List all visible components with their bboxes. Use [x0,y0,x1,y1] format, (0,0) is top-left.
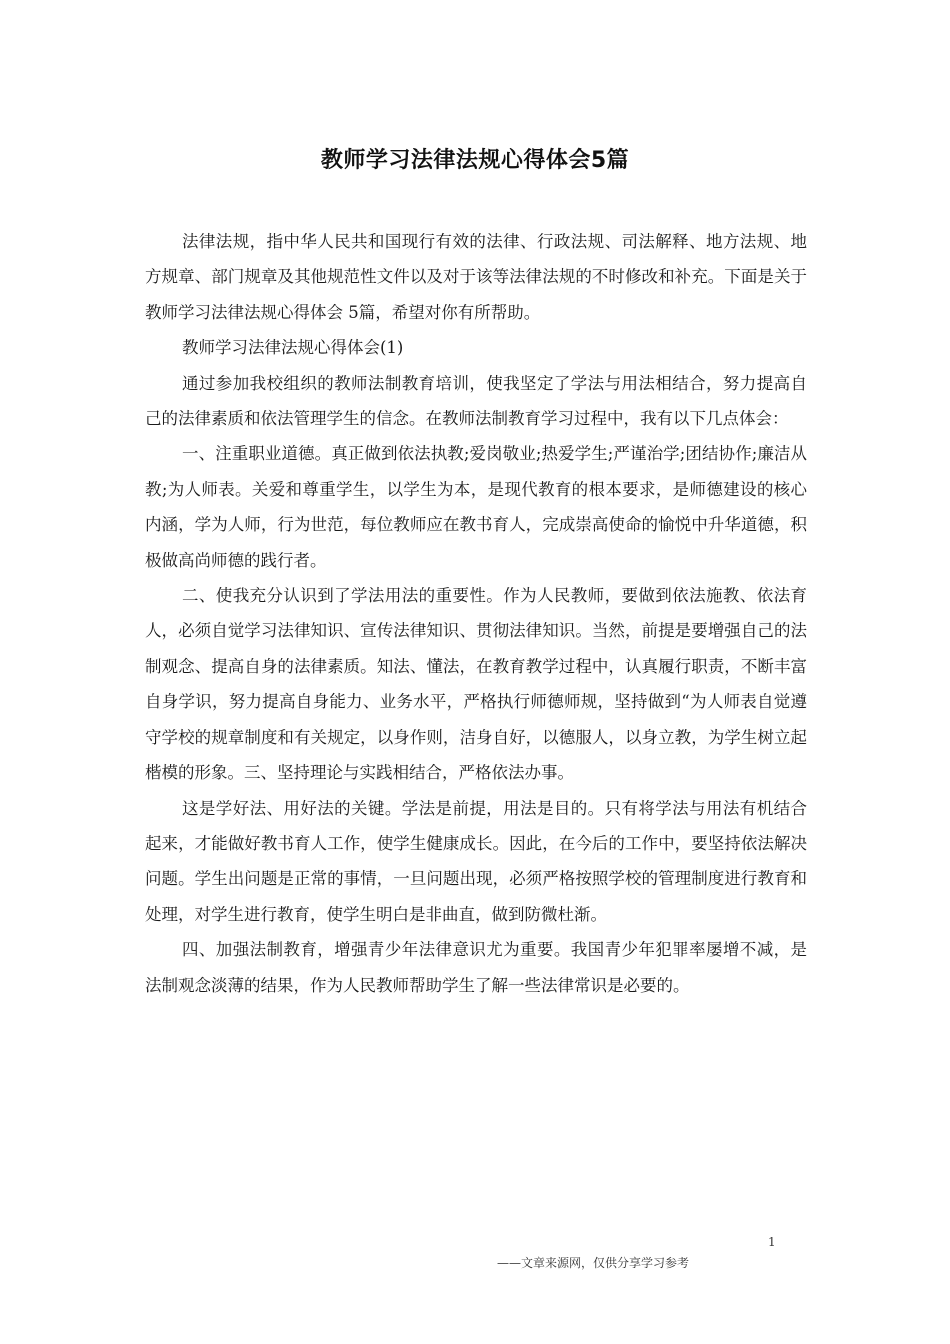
section-heading: 教师学习法律法规心得体会(1) [182,338,404,358]
paragraph: 四、加强法制教育，增强青少年法律意识尤为重要。我国青少年犯罪率屡增不减，是法制观念淡薄的结果，作为人民教师帮助学生了解一些法律常识是必要的。 [145,940,807,995]
paragraph: 一、注重职业道德。真正做到依法执教;爱岗敬业;热爱学生;严谨治学;团结协作;廉洁从教;为人师表。关爱和尊重学生，以学生为本，是现代教育的根本要求，是师德建设的核心内涵，学为人师，行为世范，每位教师应在教书育人，完成崇高使命的愉悦中升华道德，积极做高尚师德的践行者。 [145,444,807,570]
page-number: 1 [768,1235,776,1249]
paragraph-intro: 法律法规，指中华人民共和国现行有效的法律、行政法规、司法解释、地方法规、地方规章、部门规章及其他规范性文件以及对于该等法律法规的不时修改和补充。下面是关于教师学习法律法规心得体会 5篇，希望对你有所帮助。 [145,232,807,322]
paragraph: 通过参加我校组织的教师法制教育培训，使我坚定了学法与用法相结合，努力提高自己的法律素质和依法管理学生的信念。在教师法制教育学习过程中，我有以下几点体会： [145,373,807,429]
document-title: 教师学习法律法规心得体会5篇 [320,148,630,173]
paragraph: 二、使我充分认识到了学法用法的重要性。作为人民教师，要做到依法施教、依法育人，必须自觉学习法律知识、宣传法律知识、贯彻法律知识。当然，前提是要增强自己的法制观念、提高自身的法律素质。知法、懂法，在教育教学过程中，认真履行职责，不断丰富自身学识，努力提高自身能力、业务水平，严格执行师德师规，坚持做到“为人师表自觉遵守学校的规章制度和有关规定，以身作则，洁身自好，以德服人，以身立教，为学生树立起楷模的形象。三、坚持理论与实践相结合，严格依法办事。 [145,586,807,783]
paragraph: 这是学好法、用好法的关键。学法是前提，用法是目的。只有将学法与用法有机结合起来，才能做好教书育人工作，使学生健康成长。因此，在今后的工作中，要坚持依法解决问题。学生出问题是正常的事情，一旦问题出现，必须严格按照学校的管理制度进行教育和处理，对学生进行教育，使学生明白是非曲直，做到防微杜渐。 [145,798,807,924]
footer-note: ——文章来源网，仅供分享学习参考 [497,1256,690,1270]
document-body [145,224,807,1003]
